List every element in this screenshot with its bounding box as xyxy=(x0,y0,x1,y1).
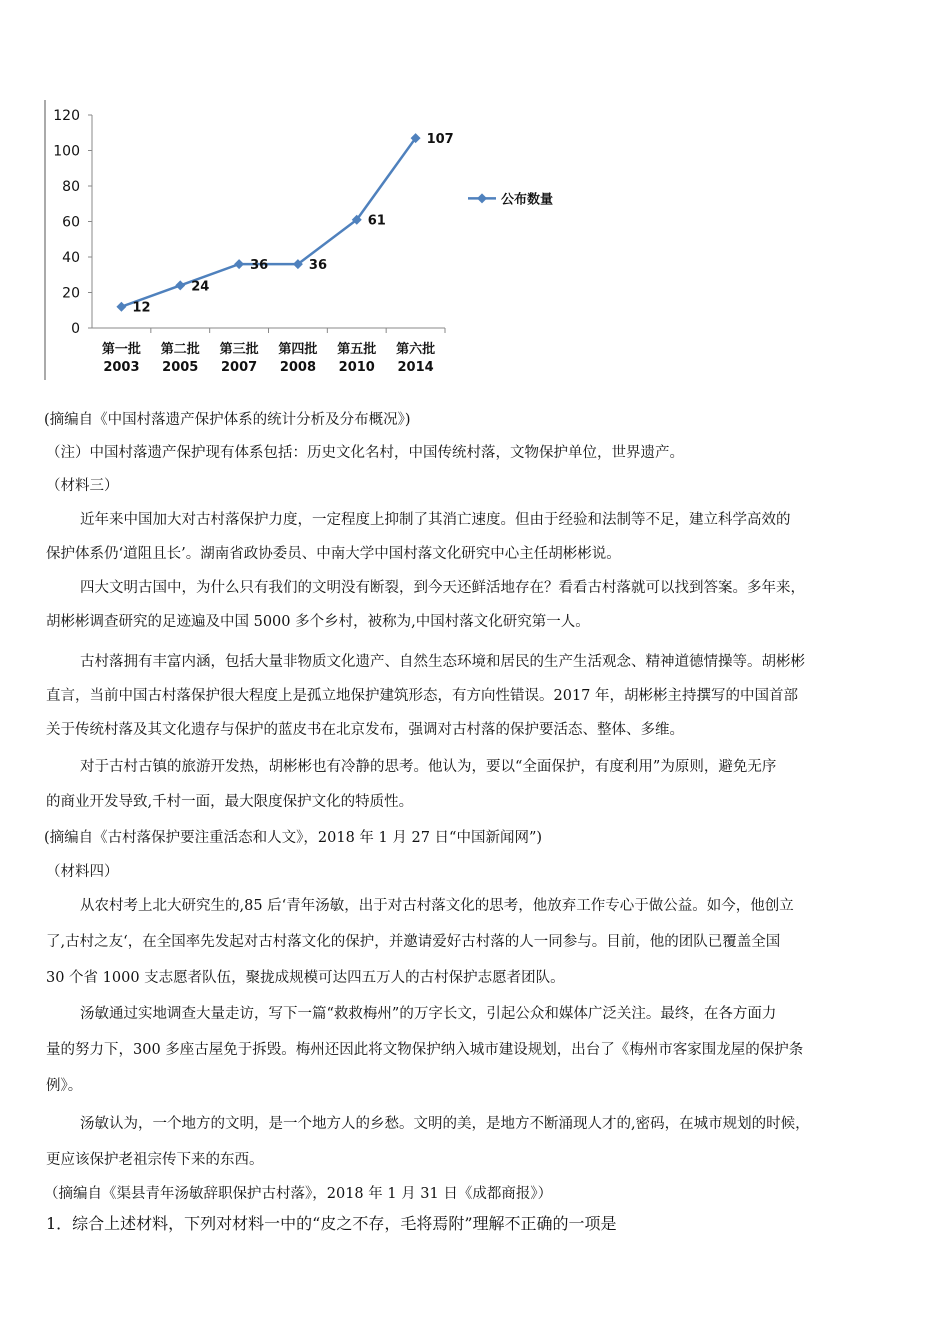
y-tick-label: 120 xyxy=(53,108,80,124)
material-4-paragraph: 例》。 xyxy=(46,1078,83,1094)
x-year-label: 2005 xyxy=(162,360,199,375)
y-tick-label: 60 xyxy=(62,214,80,231)
legend-label: 公布数量 xyxy=(501,192,554,208)
y-tick-label: 0 xyxy=(71,321,80,337)
material-3-paragraph: 的商业开发导致,千村一面，最大限度保护文化的特质性。 xyxy=(46,794,414,810)
material-3-title: （材料三） xyxy=(46,478,119,494)
material-3-paragraph: 四大文明古国中，为什么只有我们的文明没有断裂，到今天还鲜活地存在？看看古村落就可以找到答案。多年来， xyxy=(80,580,805,596)
source-material-2: (摘编自《中国村落遗产保护体系的统计分析及分布概况》) xyxy=(44,412,411,428)
source-material-3: (摘编自《古村落保护要注重活态和人文》，2018 年 1 月 27 日“中国新闻网”) xyxy=(44,830,543,846)
line-chart xyxy=(40,95,600,390)
material-4-title: （材料四） xyxy=(46,864,119,880)
data-label: 24 xyxy=(191,279,210,295)
material-3-paragraph: 近年来中国加大对古村落保护力度，一定程度上抑制了其消亡速度。但由于经验和法制等不足，建立科学高效的 xyxy=(80,512,791,528)
x-category-label: 第二批 xyxy=(160,342,200,357)
data-point xyxy=(116,302,126,312)
x-year-label: 2010 xyxy=(338,360,375,375)
y-tick-label: 40 xyxy=(62,250,80,266)
x-category-label: 第五批 xyxy=(337,342,377,357)
material-3-paragraph: 关于传统村落及其文化遗存与保护的蓝皮书在北京发布，强调对古村落的保护要活态、整体、多维。 xyxy=(46,722,684,738)
x-category-label: 第一批 xyxy=(101,342,141,357)
legend-marker xyxy=(477,193,487,203)
y-tick-label: 80 xyxy=(62,179,80,195)
material-3-paragraph: 对于古村古镇的旅游开发热，胡彬彬也有冷静的思考。他认为，要以“全面保护，有度利用”为原则，避免无序 xyxy=(80,759,777,775)
data-label: 36 xyxy=(308,258,328,274)
material-4-paragraph: 汤敏通过实地调查大量走访，写下一篇“救救梅州”的万字长文，引起公众和媒体广泛关注。最终，在各方面力 xyxy=(80,1006,777,1022)
y-tick-label: 100 xyxy=(53,143,80,160)
material-4-paragraph: 汤敏认为，一个地方的文明，是一个地方人的乡愁。文明的美，是地方不断涌现人才的,密码，在城市规划的时候， xyxy=(80,1116,810,1132)
question-1: 1．综合上述材料，下列对材料一中的“皮之不存，毛将焉附”理解不正确的一项是 xyxy=(46,1214,617,1233)
source-material-4: （摘编自《渠县青年汤敏辞职保护古村落》，2018 年 1 月 31 日《成都商报》） xyxy=(44,1186,553,1202)
material-4-paragraph: 30 个省 1000 支志愿者队伍，聚拢成规模可达四五万人的古村保护志愿者团队。 xyxy=(46,970,565,986)
note-material-2: （注）中国村落遗产保护现有体系包括：历史文化名村，中国传统村落，文物保护单位，世界遗产。 xyxy=(46,445,684,461)
x-category-label: 第三批 xyxy=(219,342,259,357)
x-year-label: 2003 xyxy=(103,360,140,375)
material-3-paragraph: 古村落拥有丰富内涵，包括大量非物质文化遗产、自然生态环境和居民的生产生活观念、精神道德情操等。胡彬彬 xyxy=(80,654,805,670)
data-label: 12 xyxy=(132,300,151,316)
material-4-paragraph: 了,古村之友‘，在全国率先发起对古村落文化的保护，并邀请爱好古村落的人一同参与。目前，他的团队已覆盖全国 xyxy=(46,934,781,950)
data-label: 36 xyxy=(250,258,269,274)
y-tick-label: 20 xyxy=(62,285,80,302)
x-category-label: 第六批 xyxy=(396,342,436,357)
data-point xyxy=(234,259,244,269)
data-point xyxy=(175,280,185,290)
x-year-label: 2014 xyxy=(397,360,434,375)
material-3-paragraph: 胡彬彬调查研究的足迹遍及中国 5000 多个乡村，被称为,中国村落文化研究第一人。 xyxy=(46,614,590,630)
material-3-paragraph: 保护体系仍‘道阻且长’。湖南省政协委员、中南大学中国村落文化研究中心主任胡彬彬说。 xyxy=(46,546,621,562)
data-label: 107 xyxy=(426,132,454,148)
data-label: 61 xyxy=(367,213,386,229)
material-4-paragraph: 从农村考上北大研究生的,85 后‘青年汤敏，出于对古村落文化的思考，他放弃工作专心于做公益。如今，他创立 xyxy=(80,898,794,914)
x-year-label: 2008 xyxy=(279,360,317,375)
material-4-paragraph: 更应该保护老祖宗传下来的东西。 xyxy=(46,1152,264,1168)
material-3-paragraph: 直言，当前中国古村落保护很大程度上是孤立地保护建筑形态，有方向性错误。2017 年，胡彬彬主持撰写的中国首部 xyxy=(46,688,799,704)
material-4-paragraph: 量的努力下，300 多座古屋免于拆毁。梅州还因此将文物保护纳入城市建设规划，出台了《梅州市客家围龙屋的保护条 xyxy=(46,1042,804,1058)
x-category-label: 第四批 xyxy=(278,342,318,357)
x-year-label: 2007 xyxy=(220,360,258,375)
